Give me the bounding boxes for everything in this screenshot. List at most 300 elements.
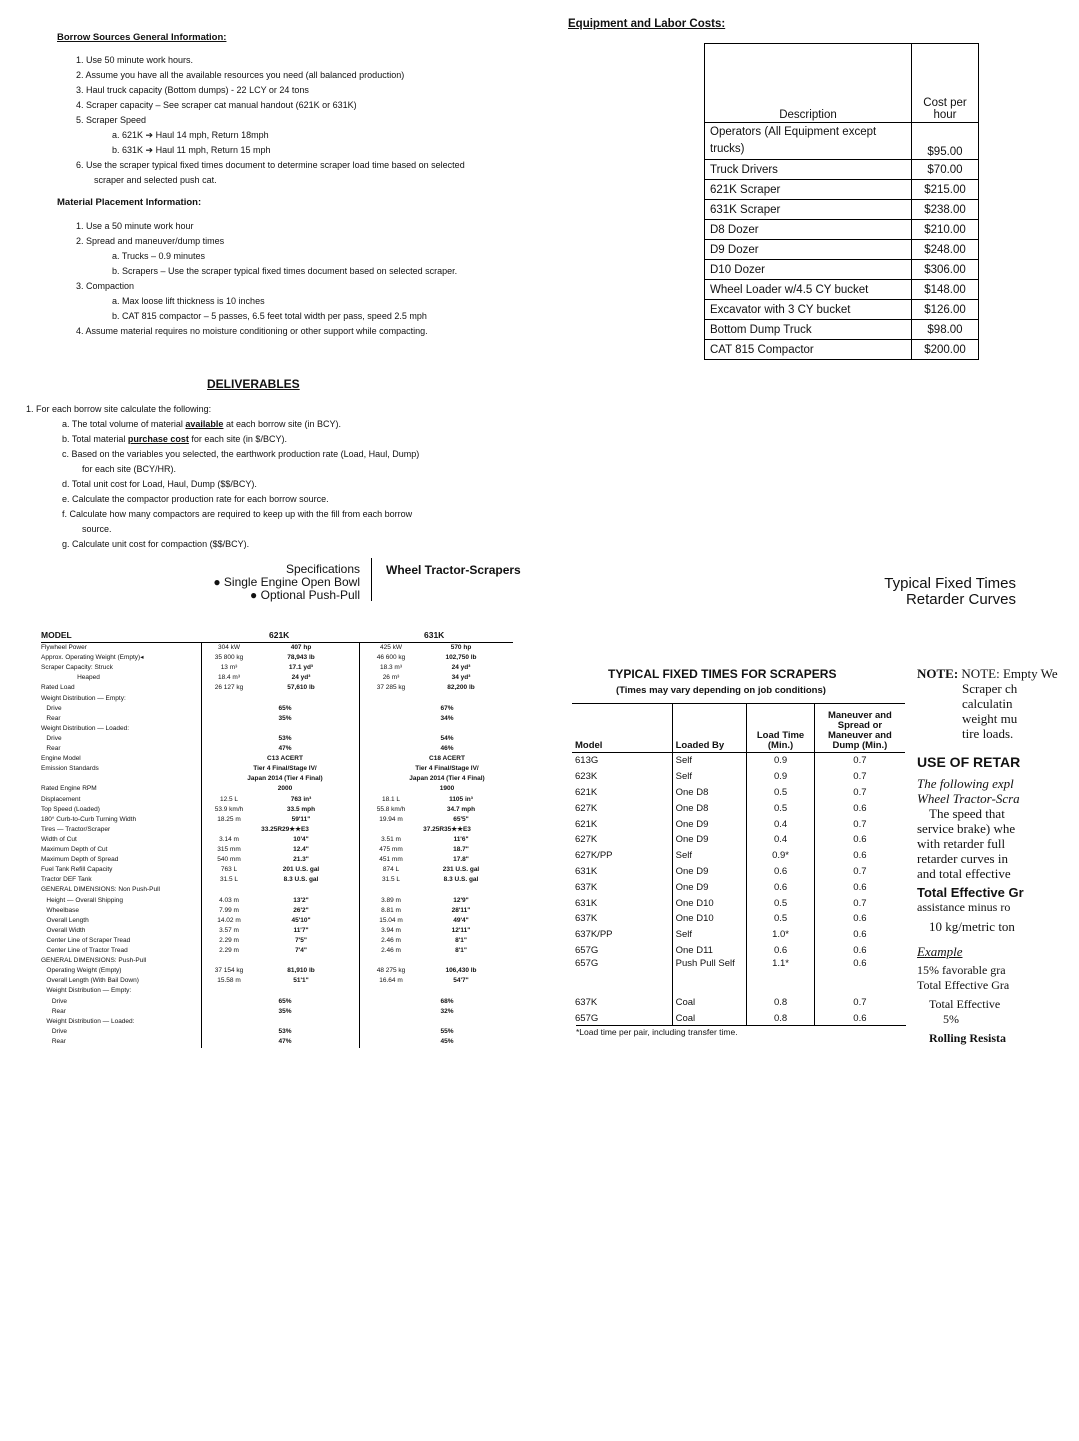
specs-divider <box>371 558 372 601</box>
example-line: 15% favorable gra <box>917 963 1006 977</box>
loaded-by-cell: One D9 <box>672 816 747 832</box>
spec-cell: 21.3" <box>293 856 309 864</box>
specs-rule <box>41 642 513 643</box>
spec-cell: Japan 2014 (Tier 4 Final) <box>409 775 485 783</box>
spec-cell: 16.64 m <box>379 977 403 985</box>
table-row <box>705 260 979 280</box>
engine-label: ● Single Engine Open Bowl <box>213 575 360 589</box>
spec-cell: 18.4 m³ <box>217 674 241 682</box>
model-cell: 657G <box>575 958 599 970</box>
spec-cell: 425 kW <box>379 644 403 651</box>
borrow-heading: Borrow Sources General Information: <box>57 32 227 43</box>
table-row <box>572 785 905 801</box>
equipment-description: Excavator with 3 CY bucket <box>705 300 912 320</box>
spec-cell: 451 mm <box>379 856 403 864</box>
equipment-description: Bottom Dump Truck <box>705 320 912 340</box>
spec-cell: 102,750 lb <box>445 654 477 662</box>
load-time-cell: 0.4 <box>747 816 815 832</box>
model-cell: 637K <box>575 913 598 925</box>
spec-label: Height — Overall Shipping <box>41 896 124 904</box>
spec-cell: 68% <box>440 997 454 1005</box>
loaded-by-cell: One D9 <box>672 864 747 880</box>
spec-label: Drive <box>41 1027 68 1035</box>
maneuver-cell: 0.6 <box>814 879 905 895</box>
specs-title: Wheel Tractor-Scrapers <box>386 563 521 577</box>
description-header: Description <box>705 44 912 123</box>
spec-label: Maximum Depth of Cut <box>41 846 108 853</box>
spec-label: Rear <box>41 1007 66 1015</box>
spec-cell: 65'5" <box>453 815 469 823</box>
table-row <box>705 160 979 180</box>
spec-cell: 8.3 U.S. gal <box>443 876 479 884</box>
model-cell: 621K <box>575 786 598 798</box>
note-line: NOTE: NOTE: Empty We <box>917 666 1058 681</box>
spec-label: Top Speed (Loaded) <box>41 805 100 813</box>
spec-cell: 49'4" <box>453 916 469 924</box>
equipment-description: Truck Drivers <box>705 160 912 180</box>
spec-cell: 13'2" <box>293 896 309 904</box>
teg-heading: Total Effective Gr <box>917 885 1024 900</box>
placement-list <box>76 219 546 339</box>
spec-cell: 26'2" <box>293 906 309 914</box>
spec-cell: 1900 <box>439 785 455 793</box>
spec-label: Overall Length <box>41 916 89 924</box>
model-cell: 637K/PP <box>575 929 613 941</box>
spec-cell: 11'6" <box>453 835 469 843</box>
load-time-cell: 0.5 <box>747 895 815 911</box>
spec-cell: 18.7" <box>453 846 469 853</box>
spec-label: Approx. Operating Weight (Empty)◂ <box>41 654 144 662</box>
spec-cell: Tier 4 Final/Stage IV/ <box>415 765 479 773</box>
deliverables-heading: DELIVERABLES <box>207 377 300 391</box>
table-row <box>705 200 979 220</box>
equipment-cost: $95.00 <box>912 123 979 160</box>
loaded-by-cell: One D8 <box>672 785 747 801</box>
load-time-cell: 0.5 <box>747 800 815 816</box>
spec-cell: 37 285 kg <box>376 684 406 692</box>
equipment-description: D10 Dozer <box>705 260 912 280</box>
load-time-cell: 1.0* <box>747 927 815 943</box>
spec-cell: 34% <box>440 714 454 722</box>
spec-label: Rear <box>41 745 61 752</box>
spec-cell: 46% <box>440 745 454 752</box>
spec-label: Rated Engine RPM <box>41 785 97 793</box>
placement-item: b. Scrapers – Use the scraper typical fixed times document based on selected scraper. <box>112 266 458 276</box>
table-row <box>572 832 905 848</box>
equipment-cost: $200.00 <box>912 340 979 360</box>
spec-cell: C18 ACERT <box>429 755 465 763</box>
loaded-by-header: Loaded By <box>672 704 747 753</box>
model-cell: 613G <box>575 755 599 767</box>
spec-label: Rear <box>41 1037 66 1045</box>
retarder-line: service brake) whe <box>917 821 1016 836</box>
spec-cell: 407 hp <box>290 644 312 651</box>
spec-cell: 2.29 m <box>219 947 239 954</box>
spec-cell: 81,910 lb <box>287 967 315 975</box>
maneuver-cell: 0.6 <box>814 958 905 986</box>
spec-cell: 12.5 L <box>219 795 239 803</box>
placement-item: a. Trucks – 0.9 minutes <box>112 251 206 261</box>
table-row <box>705 240 979 260</box>
spec-cell: 3.14 m <box>219 835 239 843</box>
loaded-by-cell: Push Pull Self <box>672 958 747 986</box>
retarder-line: The following expl <box>917 776 1014 791</box>
loaded-by-cell: One D10 <box>672 895 747 911</box>
spec-cell: Tier 4 Final/Stage IV/ <box>253 765 317 773</box>
placement-item: b. CAT 815 compactor – 5 passes, 6.5 feet total width per pass, speed 2.5 mph <box>112 311 427 321</box>
table-row <box>572 816 905 832</box>
spec-cell: 31.5 L <box>381 876 401 884</box>
pushpull-label: ● Optional Push-Pull <box>250 588 360 602</box>
spec-cell: 4.03 m <box>219 896 239 904</box>
table-row <box>572 864 905 880</box>
spec-cell: 47% <box>278 1037 292 1045</box>
borrow-list <box>76 53 546 188</box>
equipment-cost: $126.00 <box>912 300 979 320</box>
fixed-times-table <box>572 703 905 1026</box>
spec-cell: 201 U.S. gal <box>282 866 320 874</box>
spec-label: GENERAL DIMENSIONS: Push-Pull <box>41 957 147 965</box>
spec-cell: 54'7" <box>453 977 469 985</box>
spec-label: Wheelbase <box>41 906 79 914</box>
model-cell: 627K/PP <box>575 850 613 862</box>
equipment-cost: $238.00 <box>912 200 979 220</box>
equipment-cost: $306.00 <box>912 260 979 280</box>
specs-col-rule <box>201 642 202 1048</box>
spec-label: Width of Cut <box>41 835 77 843</box>
maneuver-cell: 0.6 <box>814 1010 905 1026</box>
example-line: Total Effective Gra <box>917 978 1010 992</box>
maneuver-cell: 0.7 <box>814 895 905 911</box>
model-label: MODEL <box>41 630 72 640</box>
placement-item: 4. Assume material requires no moisture conditioning or other support while compacting. <box>76 326 428 336</box>
retarder-line: retarder curves in <box>917 851 1008 866</box>
spec-cell: 34.7 mph <box>446 805 476 813</box>
spec-cell: 12.4" <box>293 846 309 853</box>
table-row <box>705 180 979 200</box>
spec-cell: 51'1" <box>293 977 309 985</box>
table-row <box>705 300 979 320</box>
table-row <box>572 769 905 785</box>
spec-cell: 540 mm <box>217 856 241 864</box>
deliverables-list <box>26 402 546 552</box>
deliverable-item: d. Total unit cost for Load, Haul, Dump ($$/BCY). <box>62 479 257 489</box>
spec-cell: 55% <box>440 1027 454 1035</box>
spec-cell: 3.89 m <box>381 896 401 904</box>
loaded-by-cell: Coal <box>672 1010 747 1026</box>
spec-cell: 11'7" <box>293 926 309 934</box>
borrow-item: 3. Haul truck capacity (Bottom dumps) - 22 LCY or 24 tons <box>76 85 309 95</box>
deliverable-item: f. Calculate how many compactors are required to keep up with the fill from each borrow <box>62 509 413 519</box>
spec-cell: 54% <box>440 734 454 742</box>
retarder-line: Wheel Tractor-Scra <box>917 791 1020 806</box>
load-time-cell: 0.4 <box>747 832 815 848</box>
spec-cell: 18.3 m³ <box>379 664 403 672</box>
borrow-item: 2. Assume you have all the available resources you need (all balanced production) <box>76 70 405 80</box>
maneuver-cell: 0.6 <box>814 927 905 943</box>
spec-label: Displacement <box>41 795 81 803</box>
example-line: Total Effective <box>929 997 1001 1011</box>
deliverable-item: a. The total volume of material available at each borrow site (in BCY). <box>62 419 341 429</box>
example-line: 5% <box>943 1012 959 1026</box>
equipment-cost-table <box>704 43 979 360</box>
borrow-item: 6. Use the scraper typical fixed times document to determine scraper load time based on selected <box>76 160 465 170</box>
borrow-item: 4. Scraper capacity – See scraper cat manual handout (621K or 631K) <box>76 100 357 110</box>
spec-cell: 874 L <box>382 866 400 874</box>
spec-cell: 37 154 kg <box>214 967 244 975</box>
loaded-by-cell: One D9 <box>672 832 747 848</box>
maneuver-cell: 0.7 <box>814 769 905 785</box>
loaded-by-cell: Self <box>672 848 747 864</box>
equipment-heading: Equipment and Labor Costs: <box>568 18 726 30</box>
table-row <box>572 848 905 864</box>
spec-cell: Japan 2014 (Tier 4 Final) <box>247 775 323 783</box>
spec-label: Drive <box>41 997 68 1005</box>
equipment-cost: $248.00 <box>912 240 979 260</box>
spec-cell: 59'11" <box>291 815 311 823</box>
spec-cell: 46 600 kg <box>376 654 406 662</box>
spec-cell: 67% <box>440 704 454 712</box>
note-line: calculatin <box>962 696 1013 711</box>
borrow-item: b. 631K ➔ Haul 11 mph, Return 15 mph <box>112 145 271 155</box>
spec-label: Center Line of Scraper Tread <box>41 936 131 944</box>
table-row <box>572 911 905 927</box>
placement-item: 1. Use a 50 minute work hour <box>76 221 194 231</box>
spec-cell: 17.8" <box>453 856 469 864</box>
specs-col-rule <box>359 642 360 1048</box>
teg-line: assistance minus ro <box>917 900 1011 914</box>
spec-cell: 26 127 kg <box>214 684 244 692</box>
load-time-cell: 0.6 <box>747 864 815 880</box>
spec-cell: 78,943 lb <box>287 654 315 662</box>
spec-label: Weight Distribution — Loaded: <box>41 724 130 732</box>
spec-cell: 12'9" <box>453 896 469 904</box>
spec-cell: 7.99 m <box>219 906 239 914</box>
spec-cell: 2.46 m <box>381 936 401 944</box>
spec-cell: 106,430 lb <box>445 967 477 975</box>
loaded-by-cell: One D11 <box>672 943 747 959</box>
maneuver-cell: 0.7 <box>814 753 905 769</box>
load-time-cell: 0.9 <box>747 753 815 769</box>
table-row <box>572 879 905 895</box>
maneuver-cell: 0.6 <box>814 832 905 848</box>
spec-cell: 1105 in³ <box>449 795 473 803</box>
retarder-heading: USE OF RETAR <box>917 754 1021 770</box>
placement-heading: Material Placement Information: <box>57 197 202 208</box>
deliverable-item: c. Based on the variables you selected, the earthwork production rate (Load, Haul, Dump) <box>62 449 420 459</box>
specs-table <box>41 632 513 1048</box>
model-cell: 621K <box>575 818 598 830</box>
deliverable-intro: 1. For each borrow site calculate the following: <box>26 404 212 414</box>
spec-cell: 35% <box>278 714 292 722</box>
fixed-times-title: TYPICAL FIXED TIMES FOR SCRAPERS <box>608 667 837 681</box>
spec-label: Tractor DEF Tank <box>41 876 92 884</box>
spec-cell: 28'11" <box>451 906 471 914</box>
spec-label: Drive <box>41 704 62 712</box>
spec-cell: 15.58 m <box>217 977 241 985</box>
equipment-description: 621K Scraper <box>705 180 912 200</box>
maneuver-cell: 0.7 <box>814 986 905 1010</box>
equipment-cost: $215.00 <box>912 180 979 200</box>
table-row <box>572 958 905 986</box>
deliverable-item: g. Calculate unit cost for compaction ($$/BCY). <box>62 539 250 549</box>
note-line: weight mu <box>962 711 1018 726</box>
equipment-description: 631K Scraper <box>705 200 912 220</box>
spec-cell: 3.51 m <box>381 835 401 843</box>
spec-cell: 37.25R35★★E3 <box>423 825 471 833</box>
spec-cell: 570 hp <box>450 644 472 651</box>
equipment-description: D8 Dozer <box>705 220 912 240</box>
spec-cell: 19.94 m <box>379 815 403 823</box>
deliverable-item: e. Calculate the compactor production rate for each borrow source. <box>62 494 329 504</box>
spec-cell: 8.3 U.S. gal <box>283 876 319 884</box>
spec-cell: 65% <box>278 997 292 1005</box>
teg-line: 10 kg/metric ton <box>929 919 1015 934</box>
spec-label: Center Line of Tractor Tread <box>41 947 128 954</box>
spec-cell: 18.1 L <box>381 795 401 803</box>
equipment-cost: $98.00 <box>912 320 979 340</box>
fixed-times-body <box>572 753 905 1026</box>
load-time-cell: 0.9 <box>747 769 815 785</box>
load-time-cell: 0.6 <box>747 943 815 959</box>
spec-cell: 24 yd³ <box>451 664 471 672</box>
fixed-times-corner-title: Typical Fixed Times Retarder Curves <box>884 575 1016 608</box>
loaded-by-cell: Self <box>672 769 747 785</box>
table-row <box>572 753 905 769</box>
table-row <box>572 927 905 943</box>
spec-cell: 33.5 mph <box>286 805 316 813</box>
spec-cell: 82,200 lb <box>447 684 475 692</box>
table-row <box>705 220 979 240</box>
spec-cell: 34 yd³ <box>451 674 471 682</box>
maneuver-cell: 0.6 <box>814 848 905 864</box>
borrow-item: 5. Scraper Speed <box>76 115 147 125</box>
spec-label: Overall Width <box>41 926 86 934</box>
retarder-note-panel <box>917 666 1079 1050</box>
equipment-cost: $148.00 <box>912 280 979 300</box>
specs-header <box>196 563 360 602</box>
model-cell: 657G <box>575 1012 599 1024</box>
spec-label: Overall Length (With Bail Down) <box>41 977 139 985</box>
spec-label: Flywheel Power <box>41 644 87 651</box>
borrow-item: 1. Use 50 minute work hours. <box>76 55 194 65</box>
spec-cell: 45'10" <box>291 916 311 924</box>
spec-cell: 53.9 km/h <box>214 805 244 813</box>
spec-cell: 26 m³ <box>382 674 400 682</box>
load-time-cell: 1.1* <box>747 958 815 986</box>
spec-cell: 31.5 L <box>219 876 239 884</box>
fixed-times-subtitle: (Times may vary depending on job conditions) <box>616 685 826 696</box>
model-cell: 627K <box>575 834 598 846</box>
maneuver-header: Maneuver and Spread or Maneuver and Dump (Min.) <box>814 704 905 753</box>
spec-cell: 14.02 m <box>217 916 241 924</box>
maneuver-cell: 0.7 <box>814 785 905 801</box>
cost-header: Cost per hour <box>912 44 979 123</box>
maneuver-cell: 0.6 <box>814 800 905 816</box>
load-time-cell: 0.5 <box>747 785 815 801</box>
specifications-label: Specifications <box>285 562 360 576</box>
example-line: Rolling Resista <box>929 1031 1007 1045</box>
model-cell: 627K <box>575 802 598 814</box>
spec-cell: 7'5" <box>295 936 307 944</box>
maneuver-cell: 0.6 <box>814 911 905 927</box>
model-631k: 631K <box>424 630 445 640</box>
loaded-by-cell: Coal <box>672 986 747 1010</box>
table-row <box>572 986 905 1010</box>
spec-cell: 2.46 m <box>381 947 401 954</box>
model-cell: 623K <box>575 771 598 783</box>
equipment-cost: $210.00 <box>912 220 979 240</box>
load-time-cell: 0.9* <box>747 848 815 864</box>
equipment-description: Wheel Loader w/4.5 CY bucket <box>705 280 912 300</box>
spec-cell: C13 ACERT <box>267 755 303 763</box>
spec-cell: 763 in³ <box>290 795 312 803</box>
note-line: Scraper ch <box>962 681 1018 696</box>
retarder-line: The speed that <box>929 806 1005 821</box>
spec-cell: 315 mm <box>217 846 241 853</box>
loaded-by-cell: One D10 <box>672 911 747 927</box>
spec-cell: 10'4" <box>293 835 309 843</box>
model-621k: 621K <box>269 630 290 640</box>
spec-cell: 8.81 m <box>381 906 401 914</box>
equipment-description: CAT 815 Compactor <box>705 340 912 360</box>
model-cell: 631K <box>575 897 598 909</box>
table-row <box>572 895 905 911</box>
spec-cell: 12'11" <box>451 926 471 934</box>
spec-cell: 3.94 m <box>381 926 401 934</box>
spec-cell: 47% <box>278 745 292 752</box>
spec-label: Rated Load <box>41 684 75 692</box>
maneuver-cell: 0.7 <box>814 816 905 832</box>
spec-cell: 24 yd³ <box>291 674 311 682</box>
load-time-cell: 0.6 <box>747 879 815 895</box>
spec-cell: 53% <box>278 734 292 742</box>
model-cell: 637K <box>575 881 598 893</box>
equipment-description: Operators (All Equipment except trucks) <box>705 123 912 160</box>
table-row <box>705 123 979 160</box>
table-row <box>705 320 979 340</box>
spec-cell: 231 U.S. gal <box>442 866 480 874</box>
deliverable-item: source. <box>82 524 112 534</box>
spec-cell: 45% <box>440 1037 454 1045</box>
model-cell: 631K <box>575 865 598 877</box>
spec-cell: 33.25R29★★E3 <box>261 825 309 833</box>
placement-item: a. Max loose lift thickness is 10 inches <box>112 296 265 306</box>
spec-cell: 18.25 m <box>217 815 241 823</box>
spec-label: Engine Model <box>41 755 81 763</box>
spec-cell: 32% <box>440 1007 454 1015</box>
spec-label: Heaped <box>41 674 100 682</box>
spec-label: Operating Weight (Empty) <box>41 967 122 975</box>
spec-label: Emission Standards <box>41 765 99 773</box>
spec-label: Drive <box>41 734 62 742</box>
load-time-header: Load Time (Min.) <box>747 704 815 753</box>
load-time-cell: 0.8 <box>747 986 815 1010</box>
spec-cell: 8'1" <box>455 947 467 954</box>
retarder-line: with retarder full <box>917 836 1006 851</box>
spec-cell: 15.04 m <box>379 916 403 924</box>
loaded-by-cell: One D9 <box>672 879 747 895</box>
borrow-item: a. 621K ➔ Haul 14 mph, Return 18mph <box>112 130 269 140</box>
spec-cell: 55.8 km/h <box>376 805 406 813</box>
spec-cell: 48 275 kg <box>376 967 406 975</box>
spec-cell: 35 800 kg <box>214 654 244 662</box>
placement-item: 2. Spread and maneuver/dump times <box>76 236 225 246</box>
spec-cell: 475 mm <box>379 846 403 853</box>
load-time-cell: 0.5 <box>747 911 815 927</box>
spec-label: Fuel Tank Refill Capacity <box>41 866 113 874</box>
equipment-cost: $70.00 <box>912 160 979 180</box>
